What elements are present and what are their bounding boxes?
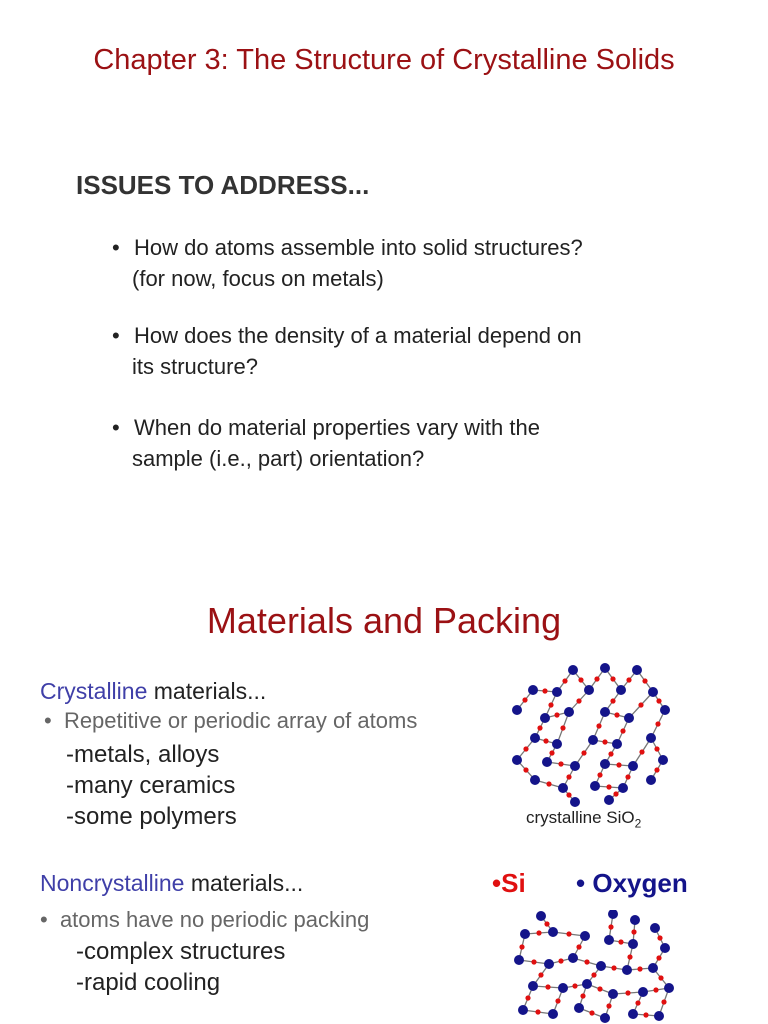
oxygen-atom <box>528 685 538 695</box>
oxygen-atom <box>600 759 610 769</box>
silicon-atom <box>613 791 618 796</box>
silicon-atom <box>560 725 565 730</box>
oxygen-atom <box>518 1005 528 1015</box>
oxygen-atom <box>584 685 594 695</box>
issue-line: (for now, focus on metals) <box>132 266 384 291</box>
oxygen-atom <box>664 983 674 993</box>
legend-si <box>492 868 526 899</box>
oxygen-atom <box>512 705 522 715</box>
crystalline-keyword: Crystalline <box>40 678 148 704</box>
noncrystalline-keyword: Noncrystalline <box>40 870 185 896</box>
silicon-atom <box>654 767 659 772</box>
noncrystalline-bullet-text: atoms have no periodic packing <box>59 907 370 932</box>
silicon-atom <box>606 784 611 789</box>
oxygen-atom <box>624 713 634 723</box>
issue-line: When do material properties vary with the <box>134 415 540 440</box>
caption-subscript: 2 <box>634 816 642 831</box>
silicon-atom <box>591 972 596 977</box>
crystalline-item: -many ceramics <box>66 772 236 799</box>
noncrystalline-rest: materials... <box>184 870 304 896</box>
silicon-atom <box>597 772 602 777</box>
silicon-atom <box>661 999 666 1004</box>
silicon-atom <box>635 1000 640 1005</box>
silicon-atom <box>589 1010 594 1015</box>
silicon-atom <box>545 984 550 989</box>
issue-line: sample (i.e., part) orientation? <box>132 446 425 471</box>
oxygen-atom <box>552 739 562 749</box>
bullet-dot: • <box>112 415 120 440</box>
oxygen-atom <box>514 955 524 965</box>
slide-title: Chapter 3: The Structure of Crystalline Solids <box>93 44 675 76</box>
oxygen-atom <box>630 915 640 925</box>
silicon-atom <box>625 990 630 995</box>
silicon-atom <box>611 965 616 970</box>
oxygen-atom <box>568 953 578 963</box>
oxygen-atom <box>622 965 632 975</box>
oxygen-atom <box>648 687 658 697</box>
oxygen-atom <box>540 713 550 723</box>
oxygen-atom <box>536 911 546 921</box>
oxygen-atom <box>632 665 642 675</box>
bullet-dot: • <box>112 235 120 260</box>
silicon-atom <box>555 998 560 1003</box>
silicon-atom <box>643 1012 648 1017</box>
silicon-atom <box>610 698 615 703</box>
bullet-dot: • <box>40 907 60 932</box>
legend-oxygen <box>576 868 688 899</box>
oxygen-atom <box>558 783 568 793</box>
silicon-atom <box>572 983 577 988</box>
oxygen-atom <box>616 685 626 695</box>
silicon-atom <box>531 959 536 964</box>
silicon-atom <box>523 767 528 772</box>
oxygen-atom <box>570 797 580 807</box>
silicon-atom <box>658 975 663 980</box>
oxygen-atom <box>590 781 600 791</box>
silicon-atom <box>618 939 623 944</box>
silicon-atom <box>538 972 543 977</box>
oxygen-atom <box>600 663 610 673</box>
oxygen-atom <box>600 1013 610 1023</box>
oxygen-atom <box>512 755 522 765</box>
oxygen-atom <box>530 733 540 743</box>
oxygen-atom <box>558 983 568 993</box>
silicon-atom <box>542 688 547 693</box>
legend-si-dot: • <box>492 868 502 898</box>
oxygen-atom <box>528 981 538 991</box>
silicon-atom <box>537 725 542 730</box>
lattice-caption <box>526 808 641 830</box>
oxygen-atom <box>654 1011 664 1021</box>
section-title: Materials and Packing <box>206 600 562 641</box>
silicon-atom <box>523 746 528 751</box>
oxygen-atom <box>580 931 590 941</box>
silicon-atom <box>597 986 602 991</box>
silicon-atom <box>548 702 553 707</box>
oxygen-atom <box>588 735 598 745</box>
oxygen-atom <box>574 1003 584 1013</box>
silicon-atom <box>566 792 571 797</box>
oxygen-atom <box>660 705 670 715</box>
crystalline-item: -some polymers <box>66 803 237 830</box>
legend-oxygen-label: Oxygen <box>592 868 688 898</box>
silicon-atom <box>608 924 613 929</box>
silicon-atom <box>584 959 589 964</box>
oxygen-atom <box>612 739 622 749</box>
issue-line: How do atoms assemble into solid structures? <box>134 235 583 260</box>
silicon-atom <box>639 749 644 754</box>
legend-si-label: Si <box>501 868 526 898</box>
oxygen-atom <box>658 755 668 765</box>
noncrystalline-heading <box>40 870 303 897</box>
silicon-atom <box>608 751 613 756</box>
oxygen-atom <box>648 963 658 973</box>
caption-text: crystalline SiO <box>526 808 635 827</box>
noncrystalline-bullet <box>40 907 369 933</box>
crystalline-heading <box>40 678 266 705</box>
silicon-atom <box>627 954 632 959</box>
oxygen-atom <box>570 761 580 771</box>
crystalline-sio2-diagram <box>505 662 680 807</box>
silicon-atom <box>525 995 530 1000</box>
silicon-atom <box>638 702 643 707</box>
silicon-atom <box>637 966 642 971</box>
silicon-atom <box>656 955 661 960</box>
silicon-atom <box>656 698 661 703</box>
crystalline-item: -metals, alloys <box>66 741 220 768</box>
silicon-atom <box>566 931 571 936</box>
silicon-atom <box>554 712 559 717</box>
oxygen-atom <box>660 943 670 953</box>
silicon-atom <box>655 721 660 726</box>
silicon-atom <box>625 774 630 779</box>
silicon-atom <box>543 738 548 743</box>
silicon-atom <box>562 678 567 683</box>
silicon-atom <box>596 723 601 728</box>
silicon-atom <box>578 677 583 682</box>
issue-bullet <box>112 412 540 474</box>
oxygen-atom <box>628 1009 638 1019</box>
oxygen-atom <box>548 927 558 937</box>
oxygen-atom <box>646 775 656 785</box>
silicon-atom <box>616 762 621 767</box>
oxygen-atom <box>530 775 540 785</box>
silicon-atom <box>566 774 571 779</box>
silicon-atom <box>631 929 636 934</box>
silicon-atom <box>620 728 625 733</box>
silicon-atom <box>546 781 551 786</box>
oxygen-atom <box>646 733 656 743</box>
oxygen-atom <box>604 795 614 805</box>
silicon-atom <box>549 750 554 755</box>
silicon-atom <box>626 677 631 682</box>
silicon-atom <box>602 739 607 744</box>
silicon-atom <box>610 676 615 681</box>
silicon-atom <box>576 944 581 949</box>
oxygen-atom <box>520 929 530 939</box>
oxygen-atom <box>608 910 618 919</box>
silicon-atom <box>535 1009 540 1014</box>
noncrystalline-item: -rapid cooling <box>76 969 221 996</box>
silicon-atom <box>576 698 581 703</box>
oxygen-atom <box>618 783 628 793</box>
bullet-dot: • <box>112 323 120 348</box>
silicon-atom <box>657 935 662 940</box>
legend-oxygen-dot: • <box>576 868 586 898</box>
issue-line: How does the density of a material depend on <box>134 323 582 348</box>
oxygen-atom <box>596 961 606 971</box>
oxygen-atom <box>548 1009 558 1019</box>
oxygen-atom <box>628 761 638 771</box>
silicon-atom <box>522 697 527 702</box>
silicon-atom <box>536 930 541 935</box>
silicon-atom <box>653 987 658 992</box>
oxygen-atom <box>552 687 562 697</box>
bullet-dot: • <box>44 708 64 733</box>
oxygen-atom <box>604 935 614 945</box>
crystalline-bullet <box>44 708 417 734</box>
crystalline-rest: materials... <box>147 678 267 704</box>
crystalline-bullet-text: Repetitive or periodic array of atoms <box>63 708 418 733</box>
silicon-atom <box>614 712 619 717</box>
issues-heading: ISSUES TO ADDRESS... <box>76 170 370 200</box>
issue-bullet <box>112 232 583 294</box>
silicon-atom <box>642 678 647 683</box>
silicon-atom <box>558 761 563 766</box>
oxygen-atom <box>568 665 578 675</box>
silicon-atom <box>580 993 585 998</box>
oxygen-atom <box>564 707 574 717</box>
silicon-atom <box>606 1003 611 1008</box>
silicon-atom <box>594 676 599 681</box>
noncrystalline-diagram <box>505 910 680 1024</box>
silicon-atom <box>581 750 586 755</box>
oxygen-atom <box>650 923 660 933</box>
oxygen-atom <box>608 989 618 999</box>
silicon-atom <box>654 746 659 751</box>
issue-bullet <box>112 320 582 382</box>
issue-line: its structure? <box>132 354 258 379</box>
oxygen-atom <box>628 939 638 949</box>
oxygen-atom <box>600 707 610 717</box>
silicon-atom <box>544 921 549 926</box>
silicon-atom <box>519 944 524 949</box>
oxygen-atom <box>582 979 592 989</box>
oxygen-atom <box>638 987 648 997</box>
oxygen-atom <box>542 757 552 767</box>
noncrystalline-item: -complex structures <box>76 938 286 965</box>
oxygen-atom <box>544 959 554 969</box>
silicon-atom <box>558 958 563 963</box>
